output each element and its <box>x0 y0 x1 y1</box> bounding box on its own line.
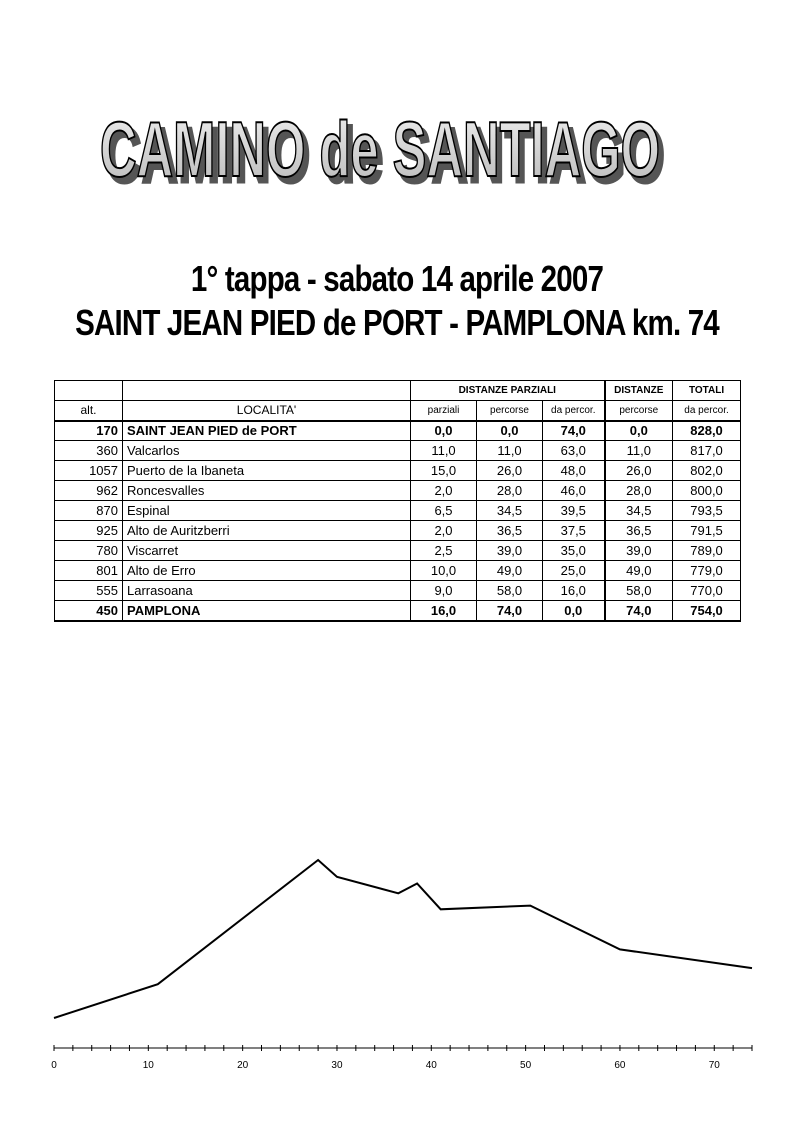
partial-cell: 0,0 <box>411 421 477 441</box>
altitude-cell: 870 <box>55 501 123 521</box>
title-shadow: CAMINO de SANTIAGO <box>105 111 665 198</box>
partial-cell: 2,0 <box>411 521 477 541</box>
covered-cell: 0,0 <box>477 421 543 441</box>
group-header-row <box>55 381 741 401</box>
partial-cell: 11,0 <box>411 441 477 461</box>
elevation-line <box>54 860 752 1018</box>
table-row <box>55 441 741 461</box>
x-tick-label: 70 <box>708 1060 720 1071</box>
partial-cell: 2,5 <box>411 541 477 561</box>
covered-cell: 26,0 <box>477 461 543 481</box>
distance-cell: 74,0 <box>605 601 673 621</box>
location-cell: Puerto de la Ibaneta <box>123 461 411 481</box>
altitude-cell: 1057 <box>55 461 123 481</box>
location-cell: Alto de Erro <box>123 561 411 581</box>
stage-date-line: 1° tappa - sabato 14 aprile 2007 <box>190 258 604 299</box>
stage-table <box>54 380 741 622</box>
partial-cell: 15,0 <box>411 461 477 481</box>
distance-cell: 39,0 <box>605 541 673 561</box>
remaining-cell: 63,0 <box>543 441 605 461</box>
distances-header: DISTANZE <box>605 381 673 401</box>
remaining-cell: 16,0 <box>543 581 605 601</box>
blank-header <box>55 381 123 401</box>
altitude-cell: 360 <box>55 441 123 461</box>
x-tick-label: 60 <box>614 1060 626 1071</box>
title-text: CAMINO de SANTIAGO <box>100 105 660 193</box>
remaining-cell: 74,0 <box>543 421 605 441</box>
location-cell: Espinal <box>123 501 411 521</box>
col-localita: LOCALITA' <box>123 401 411 421</box>
total-cell: 791,5 <box>673 521 741 541</box>
table-row <box>55 481 741 501</box>
col-da-percor: da percor. <box>543 401 605 421</box>
distance-cell: 0,0 <box>605 421 673 441</box>
total-cell: 754,0 <box>673 601 741 621</box>
x-tick-label: 10 <box>142 1060 154 1071</box>
covered-cell: 36,5 <box>477 521 543 541</box>
col-percorse: percorse <box>477 401 543 421</box>
covered-cell: 34,5 <box>477 501 543 521</box>
total-cell: 800,0 <box>673 481 741 501</box>
location-cell: Viscarret <box>123 541 411 561</box>
table-row <box>55 421 741 441</box>
altitude-cell: 962 <box>55 481 123 501</box>
x-tick-label: 50 <box>520 1060 532 1071</box>
totals-header: TOTALI <box>673 381 741 401</box>
location-cell: PAMPLONA <box>123 601 411 621</box>
x-tick-label: 30 <box>331 1060 343 1071</box>
distance-cell: 49,0 <box>605 561 673 581</box>
remaining-cell: 48,0 <box>543 461 605 481</box>
remaining-cell: 39,5 <box>543 501 605 521</box>
remaining-cell: 37,5 <box>543 521 605 541</box>
covered-cell: 11,0 <box>477 441 543 461</box>
total-cell: 802,0 <box>673 461 741 481</box>
col-alt: alt. <box>55 401 123 421</box>
partial-cell: 6,5 <box>411 501 477 521</box>
col-da-percor-total: da percor. <box>673 401 741 421</box>
table-row <box>55 581 741 601</box>
distance-cell: 26,0 <box>605 461 673 481</box>
remaining-cell: 46,0 <box>543 481 605 501</box>
altitude-cell: 801 <box>55 561 123 581</box>
col-parziali: parziali <box>411 401 477 421</box>
partial-cell: 10,0 <box>411 561 477 581</box>
partial-distances-header: DISTANZE PARZIALI <box>411 381 605 401</box>
main-title <box>100 88 700 198</box>
altitude-cell: 925 <box>55 521 123 541</box>
partial-cell: 16,0 <box>411 601 477 621</box>
partial-cell: 9,0 <box>411 581 477 601</box>
covered-cell: 28,0 <box>477 481 543 501</box>
distance-cell: 28,0 <box>605 481 673 501</box>
remaining-cell: 25,0 <box>543 561 605 581</box>
location-cell: Roncesvalles <box>123 481 411 501</box>
distance-cell: 36,5 <box>605 521 673 541</box>
distance-cell: 58,0 <box>605 581 673 601</box>
partial-cell: 2,0 <box>411 481 477 501</box>
covered-cell: 49,0 <box>477 561 543 581</box>
table-row <box>55 561 741 581</box>
x-tick-label: 0 <box>51 1060 57 1071</box>
total-cell: 817,0 <box>673 441 741 461</box>
table-row <box>55 501 741 521</box>
altitude-cell: 450 <box>55 601 123 621</box>
table-row <box>55 521 741 541</box>
altitude-cell: 555 <box>55 581 123 601</box>
covered-cell: 39,0 <box>477 541 543 561</box>
covered-cell: 58,0 <box>477 581 543 601</box>
table-row <box>55 541 741 561</box>
location-cell: Larrasoana <box>123 581 411 601</box>
elevation-profile-chart <box>40 840 770 1080</box>
location-cell: SAINT JEAN PIED de PORT <box>123 421 411 441</box>
remaining-cell: 0,0 <box>543 601 605 621</box>
total-cell: 789,0 <box>673 541 741 561</box>
blank-header <box>123 381 411 401</box>
distance-cell: 11,0 <box>605 441 673 461</box>
remaining-cell: 35,0 <box>543 541 605 561</box>
altitude-cell: 780 <box>55 541 123 561</box>
stage-route-line: SAINT JEAN PIED de PORT - PAMPLONA km. 74 <box>75 302 719 343</box>
total-cell: 828,0 <box>673 421 741 441</box>
altitude-cell: 170 <box>55 421 123 441</box>
covered-cell: 74,0 <box>477 601 543 621</box>
location-cell: Alto de Auritzberri <box>123 521 411 541</box>
column-header-row <box>55 401 741 421</box>
location-cell: Valcarlos <box>123 441 411 461</box>
table-row <box>55 601 741 621</box>
total-cell: 770,0 <box>673 581 741 601</box>
total-cell: 793,5 <box>673 501 741 521</box>
distance-cell: 34,5 <box>605 501 673 521</box>
x-tick-label: 20 <box>237 1060 249 1071</box>
total-cell: 779,0 <box>673 561 741 581</box>
x-tick-label: 40 <box>425 1060 437 1071</box>
col-percorse-total: percorse <box>605 401 673 421</box>
table-row <box>55 461 741 481</box>
